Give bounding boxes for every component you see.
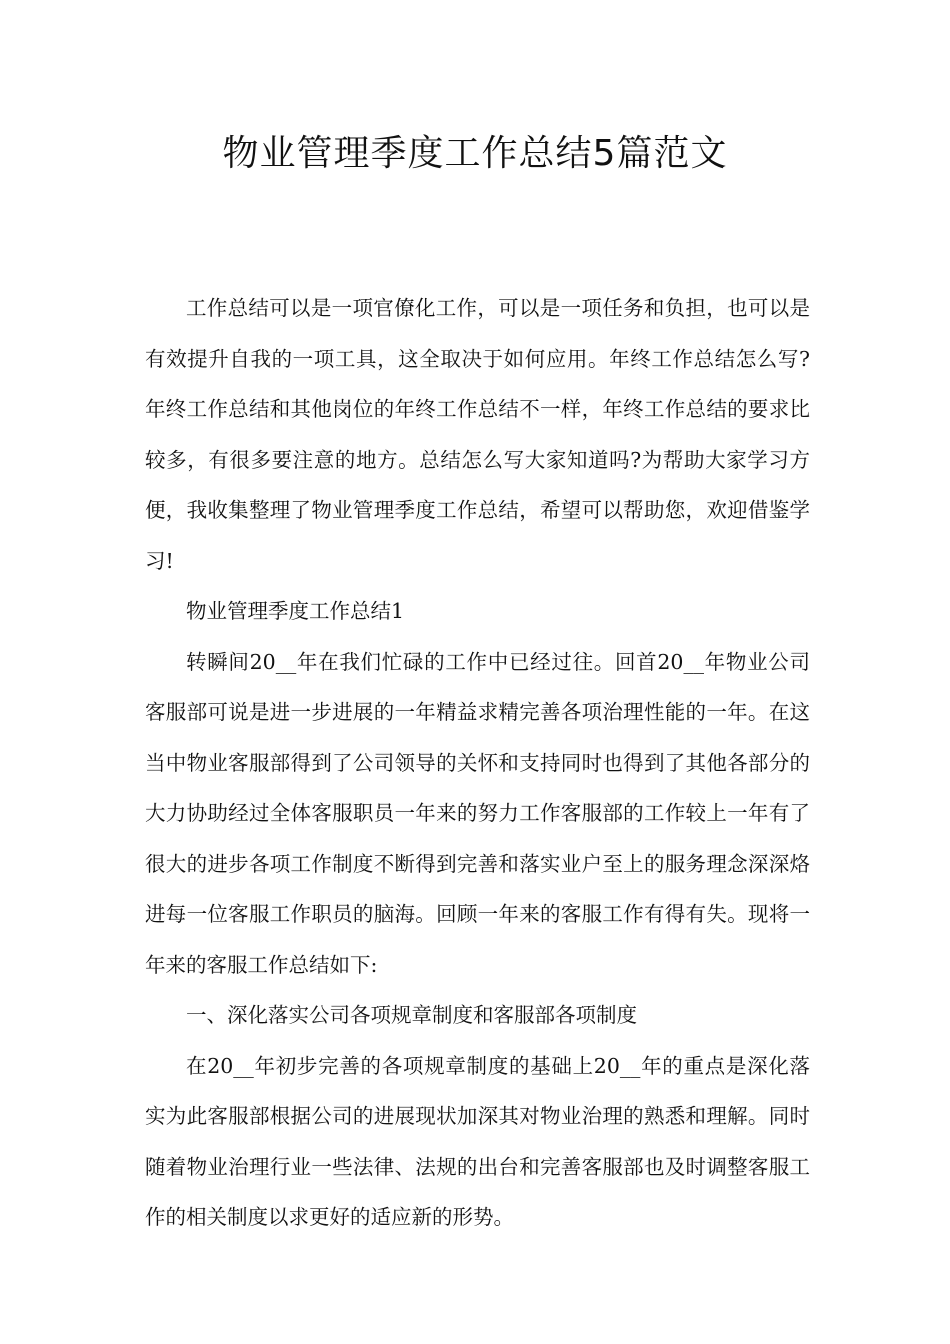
document-title: 物业管理季度工作总结5篇范文 bbox=[222, 133, 728, 174]
section-heading-summary-1: 物业管理季度工作总结1 bbox=[186, 599, 405, 623]
summary-1-paragraph: 转瞬间20__年在我们忙碌的工作中已经过往。回首20__年物业公司客服部可说是进一步进展的一年精益求精完善各项治理性能的一年。在这当中物业客服部得到了公司领导的关怀和支持同时也得到了其他各部分的大力协助经过全体客服职员一年来的努力工作客服部的工作较上一年有了很大的进步各项工作制度不断得到完善和落实业户至上的服务理念深深烙进每一位客服工作职员的脑海。回顾一年来的客服工作有得有失。现将一年来的客服工作总结如下: bbox=[145, 649, 810, 977]
subsection-heading-1: 一、深化落实公司各项规章制度和客服部各项制度 bbox=[186, 1003, 637, 1027]
document-body bbox=[145, 283, 810, 1243]
intro-paragraph: 工作总结可以是一项官僚化工作，可以是一项任务和负担，也可以是有效提升自我的一项工具，这全取决于如何应用。年终工作总结怎么写?年终工作总结和其他岗位的年终工作总结不一样，年终工作总结的要求比较多，有很多要注意的地方。总结怎么写大家知道吗?为帮助大家学习方便，我收集整理了物业管理季度工作总结，希望可以帮助您，欢迎借鉴学习! bbox=[145, 296, 810, 573]
subsection-1-paragraph: 在20__年初步完善的各项规章制度的基础上20__年的重点是深化落实为此客服部根据公司的进展现状加深其对物业治理的熟悉和理解。同时随着物业治理行业一些法律、法规的出台和完善客服部也及时调整客服工作的相关制度以求更好的适应新的形势。 bbox=[145, 1053, 810, 1229]
